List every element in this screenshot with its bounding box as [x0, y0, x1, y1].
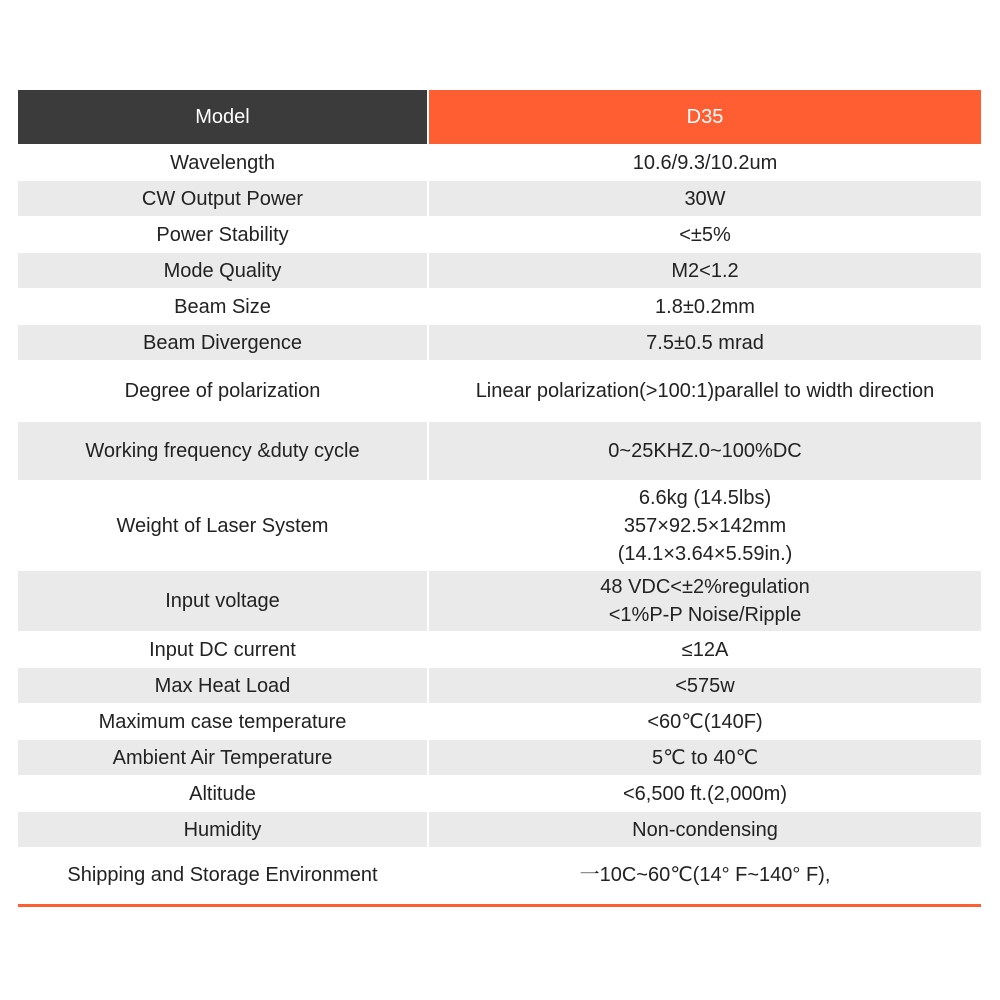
- spec-value-line: 7.5±0.5 mrad: [646, 331, 764, 354]
- spec-value: [429, 848, 981, 901]
- spec-value: [429, 253, 981, 288]
- table-row: [18, 145, 981, 180]
- spec-label: Humidity: [18, 812, 427, 847]
- table-row: [18, 848, 981, 901]
- table-row: [18, 704, 981, 739]
- spec-label: Maximum case temperature: [18, 704, 427, 739]
- spec-value-line: 6.6kg (14.5lbs): [638, 486, 772, 509]
- table-row: [18, 571, 981, 631]
- bottom-divider: [18, 904, 981, 907]
- spec-value-line: 5℃ to 40℃: [651, 746, 759, 769]
- spec-value-line: 0~25KHZ.0~100%DC: [608, 440, 802, 462]
- spec-value-line: 357×92.5×142mm: [623, 514, 787, 537]
- table-body: [18, 145, 981, 901]
- table-row: [18, 422, 981, 480]
- spec-label: Beam Divergence: [18, 325, 427, 360]
- spec-value: [429, 325, 981, 360]
- spec-value: [429, 776, 981, 811]
- table-row: [18, 740, 981, 775]
- header-model-label: Model: [18, 90, 427, 144]
- table-row: [18, 217, 981, 252]
- spec-label: Degree of polarization: [18, 361, 427, 421]
- spec-label: Ambient Air Temperature: [18, 740, 427, 775]
- spec-value-line: 10.6/9.3/10.2um: [632, 151, 778, 174]
- spec-value: [429, 145, 981, 180]
- header-model-value: D35: [429, 90, 981, 144]
- spec-value-line: <575w: [675, 674, 735, 697]
- spec-label: Input voltage: [18, 571, 427, 631]
- table-row: [18, 812, 981, 847]
- spec-value: [429, 704, 981, 739]
- spec-label: Max Heat Load: [18, 668, 427, 703]
- spec-value-line: Non-condensing: [632, 818, 778, 841]
- spec-label: Working frequency &duty cycle: [18, 422, 427, 480]
- spec-value: [429, 740, 981, 775]
- table-row: [18, 668, 981, 703]
- table-row: [18, 632, 981, 667]
- spec-value: [429, 217, 981, 252]
- spec-value-line: Linear polarization(>100:1)parallel to width direction: [475, 380, 935, 402]
- spec-value: [429, 812, 981, 847]
- table-row: [18, 361, 981, 421]
- spec-value-line: ≤12A: [681, 638, 729, 661]
- spec-label: Input DC current: [18, 632, 427, 667]
- table-row: [18, 481, 981, 570]
- table-row: [18, 181, 981, 216]
- spec-value-line: <6,500 ft.(2,000m): [623, 782, 787, 805]
- spec-value-line: 48 VDC<±2%regulation: [600, 576, 810, 598]
- table-row: [18, 289, 981, 324]
- spec-label: Beam Size: [18, 289, 427, 324]
- spec-label: Mode Quality: [18, 253, 427, 288]
- table-row: [18, 325, 981, 360]
- spec-label: Power Stability: [18, 217, 427, 252]
- spec-value-line: M2<1.2: [671, 259, 739, 282]
- spec-label: Altitude: [18, 776, 427, 811]
- spec-value: [429, 668, 981, 703]
- spec-value-line: 1.8±0.2mm: [655, 295, 755, 318]
- spec-value: [429, 481, 981, 570]
- spec-value: [429, 422, 981, 480]
- spec-value-line: 30W: [684, 187, 726, 210]
- spec-label: Wavelength: [18, 145, 427, 180]
- table-row: [18, 253, 981, 288]
- spec-label: CW Output Power: [18, 181, 427, 216]
- spec-value-line: 一10C~60℃(14° F~140° F),: [579, 863, 831, 886]
- spec-value: [429, 632, 981, 667]
- spec-value-line: <1%P-P Noise/Ripple: [608, 604, 802, 626]
- spec-value-line: <60℃(140F): [647, 710, 763, 733]
- spec-table: [18, 90, 981, 902]
- spec-label: Shipping and Storage Environment: [18, 848, 427, 901]
- spec-value: [429, 571, 981, 631]
- spec-value-line: <±5%: [679, 223, 731, 246]
- spec-value: [429, 289, 981, 324]
- spec-label: Weight of Laser System: [18, 481, 427, 570]
- spec-value: [429, 181, 981, 216]
- table-header-row: [18, 90, 981, 144]
- spec-value-line: (14.1×3.64×5.59in.): [617, 542, 793, 565]
- table-row: [18, 776, 981, 811]
- spec-value: [429, 361, 981, 421]
